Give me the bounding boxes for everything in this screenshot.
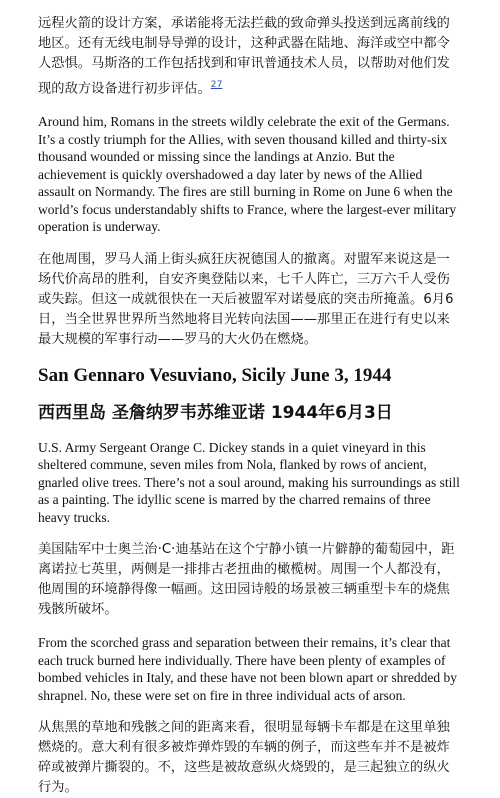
footnote-ref[interactable]	[211, 77, 223, 90]
paragraph-text: 远程火箭的设计方案，承诺能将无法拦截的致命弹头投送到远离前线的地区。还有无线电制导导弹的设计，这种武器在陆地、海洋或空中都令人恐惧。马斯洛的工作包括找到和审讯普通技术人员，以帮助对他们发现的敌方设备进行初步评估。	[38, 16, 450, 97]
paragraph-en: From the scorched grass and separation between their remains, it’s clear that each truck burned here individually. There have been plenty of examples of bombed vehicles in Italy, and these have not been blown apart or shredded by shrapnel. No, these were set on fire in three individual acts of arson.	[38, 635, 457, 703]
paragraph-zh: 美国陆军中士奥兰治·C·迪基站在这个宁静小镇一片僻静的葡萄园中，距离诺拉七英里，两侧是一排排古老扭曲的橄榄树。周围一个人都没有，他周围的环境静得像一幅画。这田园诗般的场景被三辆重型卡车的烧焦残骸所破坏。	[38, 542, 455, 618]
paragraph-zh: 在他周围，罗马人涌上街头疯狂庆祝德国人的撤离。对盟军来说这是一场代价高昂的胜利，自安齐奥登陆以来，七千人阵亡，三万六千人受伤或失踪。但这一成就很快在一天后被盟军对诺曼底的突击所掩盖。6月6日，当全世界世界所当然地将目光转向法国——那里正在进行有史以来最大规模的军事行动——罗马的大火仍在燃烧。	[38, 251, 454, 347]
footnote-link[interactable]: 27	[210, 80, 223, 90]
paragraph-en: Around him, Romans in the streets wildly celebrate the exit of the Germans. It’s a costly triumph for the Allies, with seven thousand killed and thirty-six thousand wounded or missing since the landings at Anzio. But the achievement is quickly overshadowed a day later by news of the Allied assault on Normandy. The fires are still burning in Rome on June 6 when the world’s focus understandably shifts to France, where the largest-ever military operation is underway.	[38, 114, 457, 235]
paragraph-zh: 从焦黑的草地和残骸之间的距离来看，很明显每辆卡车都是在这里单独燃烧的。意大利有很多被炸弹炸毁的车辆的例子，而这些车并不是被炸碎或被弹片撕裂的。不，这些是被故意纵火烧毁的，是三起独立的纵火行为。	[38, 720, 450, 796]
section-heading-zh: 西西里岛 圣詹纳罗韦苏维亚诺 1944年6月3日	[38, 402, 393, 423]
paragraph-zh	[38, 14, 462, 99]
section-heading-en: San Gennaro Vesuviano, Sicily June 3, 1944	[38, 364, 392, 386]
paragraph-en: U.S. Army Sergeant Orange C. Dickey stands in a quiet vineyard in this sheltered commune, seven miles from Nola, flanked by rows of ancient, gnarled olive trees. There’s not a soul around, making his surroundings as still as a painting. The idyllic scene is marred by the charred remains of three heavy trucks.	[38, 439, 460, 525]
